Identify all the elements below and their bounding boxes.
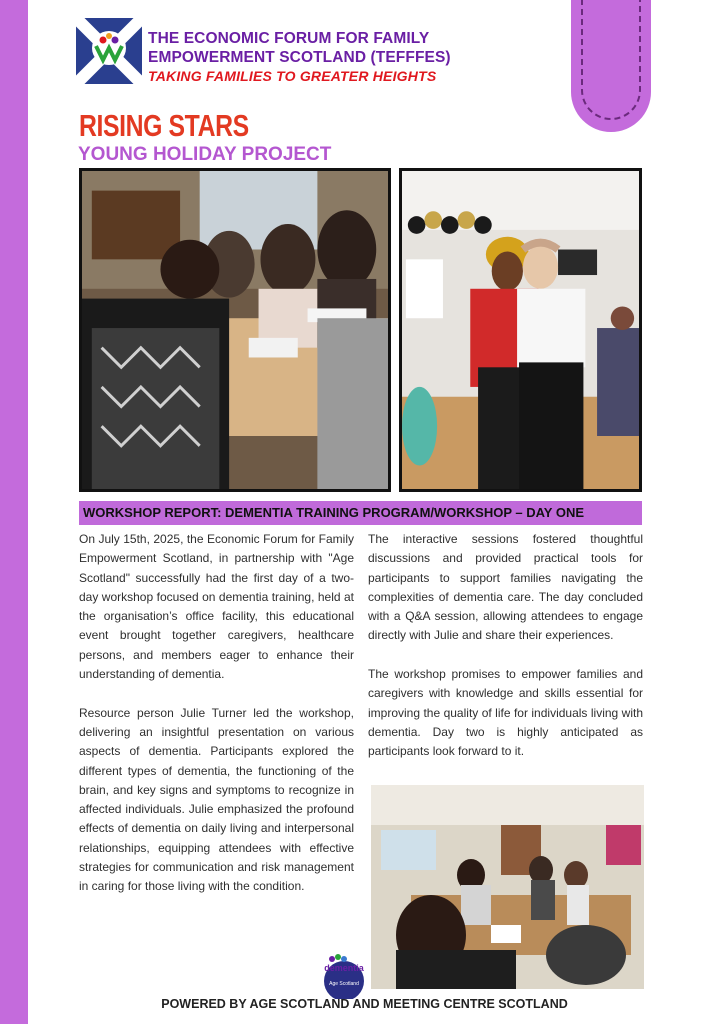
organisation-name-line-2: EMPOWERMENT SCOTLAND (TEFFFES) — [148, 49, 451, 66]
article-paragraph: The interactive sessions fostered thoughtful discussions and provided practical tools for participants to support families navigating the complexities of dementia care. The day concluded with a Q&A session, allowing attendees to engage directly with Julie and share their experiences. — [368, 532, 643, 643]
organisation-name-line-1: THE ECONOMIC FORUM FOR FAMILY — [148, 30, 430, 47]
page-subtitle: YOUNG HOLIDAY PROJECT — [78, 144, 332, 165]
organisation-name — [148, 29, 568, 67]
article-paragraph: On July 15th, 2025, the Economic Forum for Family Empowerment Scotland, in partnership with "Age Scotland" successfully had the first day of a two-day workshop focused on dementia training, held at the organisation’s office facility, this educational event brought together caregivers, healthcare persons, and members eager to enhance their understanding of dementia. — [79, 532, 354, 682]
top-tab-dashed-outline — [581, 0, 641, 120]
dementia-logo-word: dementia — [324, 963, 364, 973]
workshop-photo-table — [79, 168, 391, 492]
workshop-report-banner: WORKSHOP REPORT: DEMENTIA TRAINING PROGRAM/WORKSHOP – DAY ONE — [79, 501, 642, 525]
workshop-photo-embrace — [399, 168, 642, 492]
workshop-photo-room — [371, 785, 644, 989]
footer-powered-by: POWERED BY AGE SCOTLAND AND MEETING CENTRE SCOTLAND — [161, 997, 568, 1011]
article-column-left — [79, 530, 354, 916]
dementia-sponsor-logo — [318, 953, 370, 999]
article-paragraph: The workshop promises to empower families and caregivers with knowledge and skills essential for improving the quality of life for individuals living with dementia. Day two is highly anticipated as participants look forward to it. — [368, 667, 643, 759]
left-accent-bar — [0, 0, 28, 1024]
article-column-right — [368, 530, 643, 781]
article-paragraph: Resource person Julie Turner led the workshop, delivering an insightful presentation on various aspects of dementia. Participants explored the different types of dementia, the functioning of the brain, and key signs and symptoms to recognize in affected individuals. Julie emphasized the profound effects of dementia on daily living and interpersonal relationships, equipping attendees with effective strategies for communication and risk management in caring for those living with the condition. — [79, 705, 354, 894]
teffes-logo — [76, 18, 142, 84]
dementia-logo-org: Age Scotland — [329, 981, 359, 987]
organisation-tagline: TAKING FAMILIES TO GREATER HEIGHTS — [148, 68, 437, 84]
page-title: RISING STARS — [79, 108, 249, 143]
